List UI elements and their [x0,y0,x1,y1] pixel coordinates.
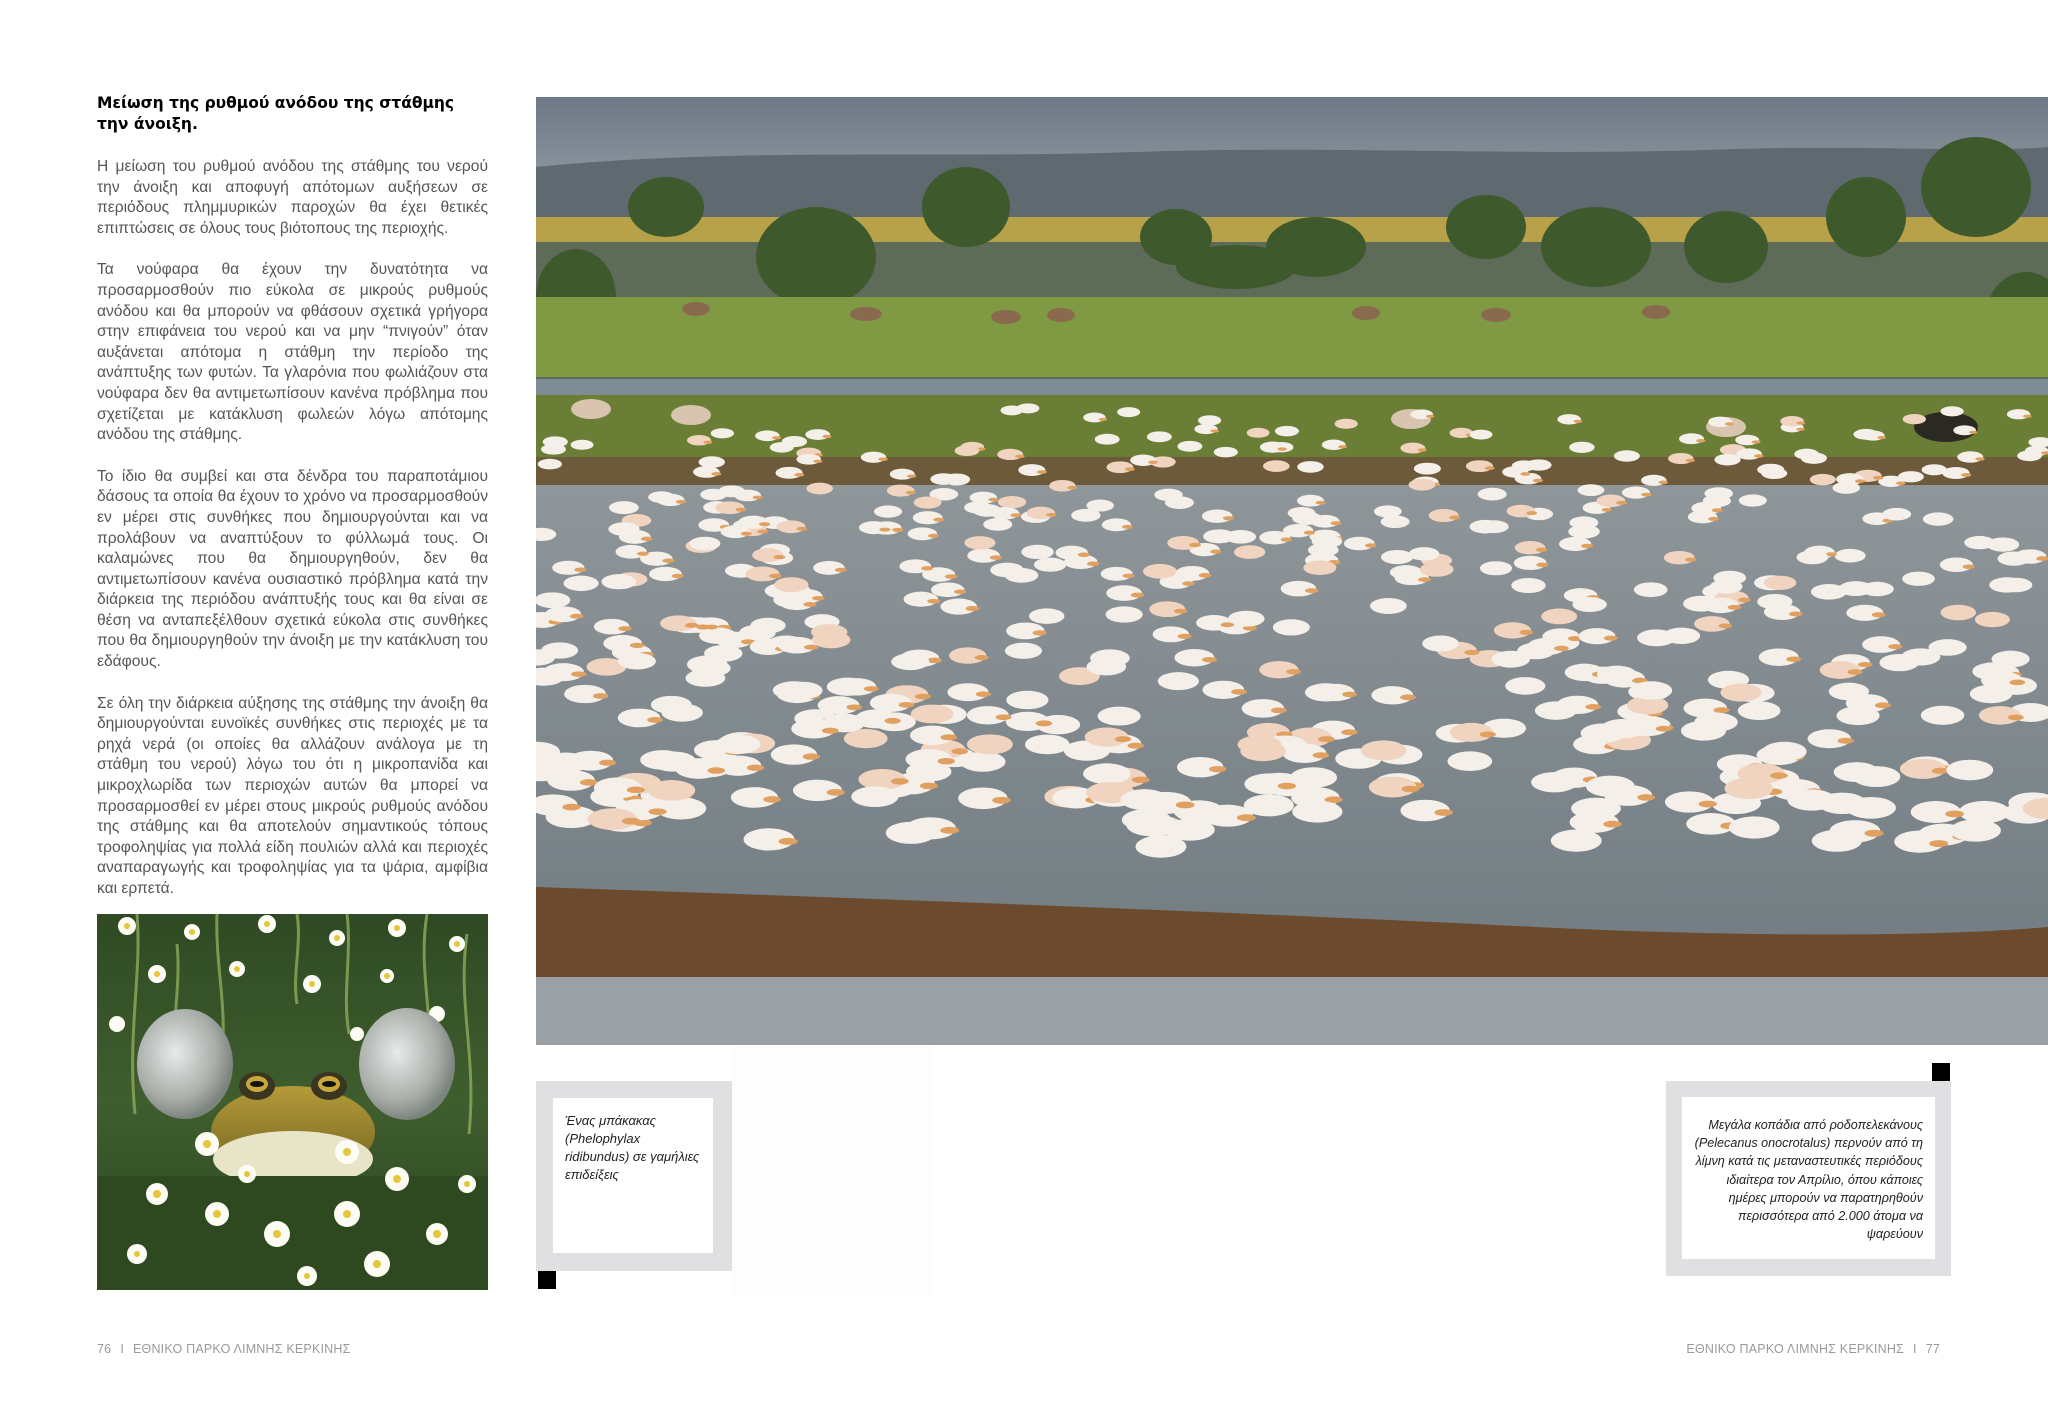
body-text [97,157,488,921]
section-heading: Μείωση της ρυθμού ανόδου της στάθμης την άνοιξη. [97,94,455,133]
pelican-caption: Μεγάλα κοπάδια από ροδοπελεκάνους (Pelecanus onocrotalus) περνούν από τη λίμνη κατά τις μεταναστευτικές περιόδους ιδιαίτερα τον Απρίλιο, όπου κάποιες ημέρες μπορούν να παρατηρηθούν περισσότερα από 2.000 άτομα να ψαρεύουν [1682,1097,1935,1259]
caption-marker [538,1271,556,1289]
running-title: ΕΘΝΙΚΟ ΠΑΡΚΟ ΛΙΜΝΗΣ ΚΕΡΚΙΝΗΣ [133,1342,351,1356]
footer-left [97,1342,351,1356]
running-title: ΕΘΝΙΚΟ ΠΑΡΚΟ ΛΙΜΝΗΣ ΚΕΡΚΙΝΗΣ [1686,1342,1904,1356]
frog-caption: Ένας μπάκακας (Phelophylax ridibundus) σε γαμήλιες επιδείξεις [553,1098,713,1253]
page-number: 76 [97,1342,112,1356]
frog-photo [97,914,488,1290]
caption-background [733,1045,933,1295]
paragraph: Η μείωση του ρυθμού ανόδου της στάθμης του νερού την άνοιξη και αποφυγή απότομων αυξήσεων σε περιόδους πλημμυρικών παροχών θα έχει θετικές επιπτώσεις σε όλους τους βιότοπους της περιοχής. [97,158,488,237]
caption-marker [1932,1063,1950,1081]
page-number: 77 [1925,1342,1940,1356]
footer-right [1686,1342,1940,1356]
pelican-flock-photo [536,97,2048,1045]
footer-separator: I [120,1342,124,1356]
paragraph: Το ίδιο θα συμβεί και στα δένδρα του παραποτάμιου δάσους τα οποία θα έχουν το χρόνο να προσαρμοσθούν εν μέρει στις συνθήκες που δημιουργούνται και να προλάβουν να αναπτύξουν το φύλλωμά τους. Οι καλαμώνες που θα δημιουργηθούν, δεν θα αντιμετωπίσουν κανένα ουσιαστικό πρόβλημα κατά την διάρκεια της περιόδου ανάπτυξής τους και θα είναι σε θέση να ανταπεξέλθουν σχετικά εύκολα στις συνθήκες που θα δημιουργηθούν την άνοιξη με την κατάκλυση του εδάφους. [97,467,488,671]
paragraph: Τα νούφαρα θα έχουν την δυνατότητα να προσαρμοσθούν πιο εύκολα σε μικρούς ρυθμούς ανόδου και θα μπορούν να φθάσουν σχετικά γρήγορα στην επιφάνεια του νερού και να μην “πνιγούν” όταν αυξάνεται απότομα η στάθμη την περίοδο της ανάπτυξης των φυτών. Τα γλαρόνια που φωλιάζουν στα νούφαρα δεν θα αντιμετωπίσουν κανένα πρόβλημα που σχετίζεται με κατάκλυση φωλεών λόγω απότομης ανόδου της στάθμης. [97,261,488,444]
paragraph: Σε όλη την διάρκεια αύξησης της στάθμης την άνοιξη θα δημιουργούνται ευνοϊκές συνθήκες στις περιοχές με τα ρηχά νερά (οι οποίες θα αλλάζουν ανάλογα με τη στάθμη του νερού) λόγω του ότι η μικροπανίδα και μικροχλωρίδα των περιοχών αυτών θα μπορεί να προσαρμοσθεί εν μέρει στους μικρούς ρυθμούς ανόδου της στάθμης και θα αποτελούν σημαντικούς τόπους τροφοληψίας για πολλά είδη πουλιών αλλά και περιοχές αναπαραγωγής και τροφοληψίας για τα ψάρια, αμφίβια και ερπετά. [97,694,488,897]
footer-separator: I [1913,1342,1917,1356]
